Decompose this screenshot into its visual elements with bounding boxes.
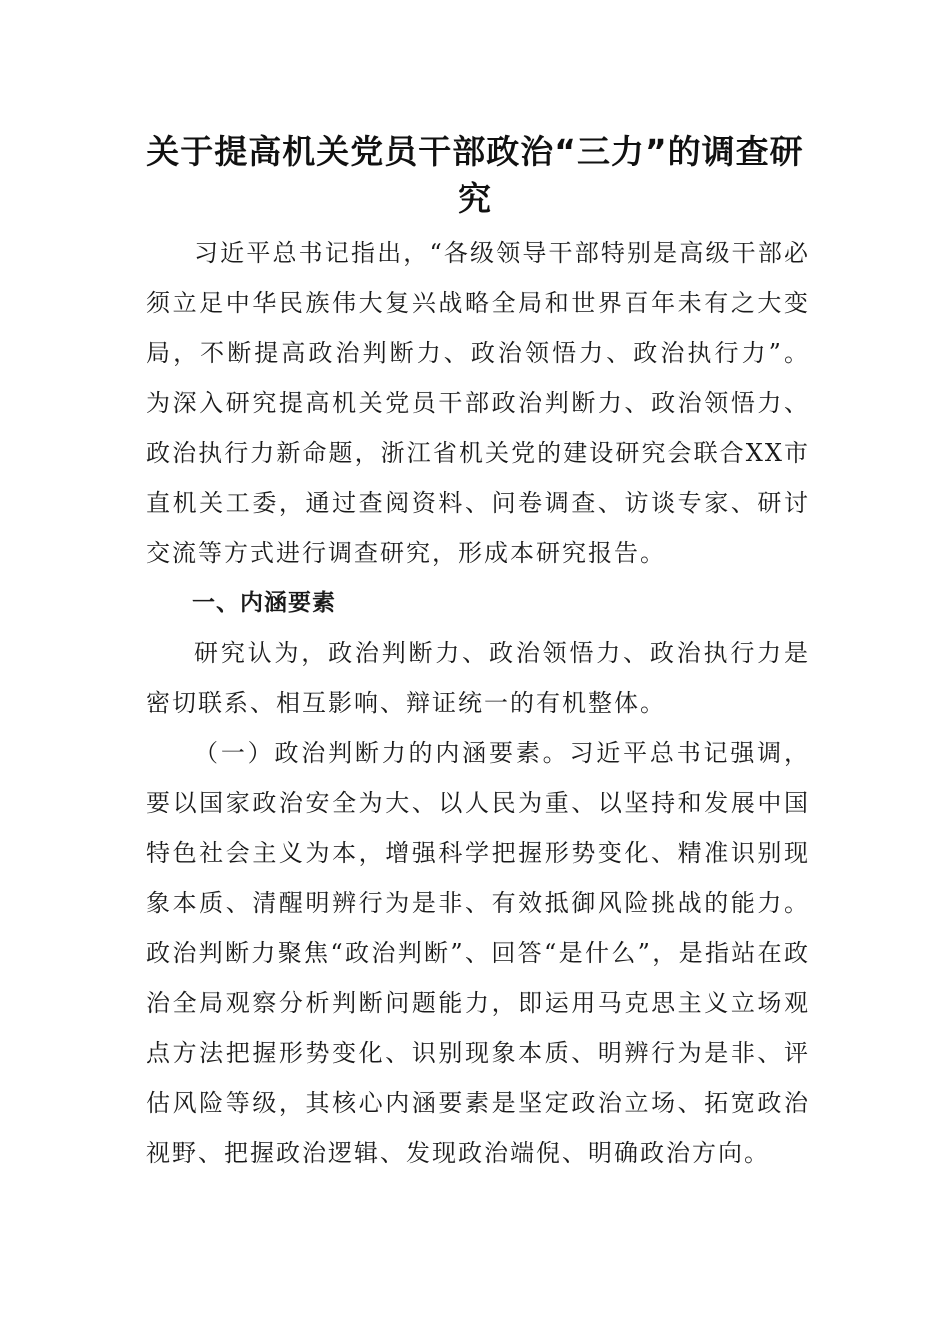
section-heading: 一、内涵要素 [192, 590, 336, 616]
section-paragraph-2: （一）政治判断力的内涵要素。习近平总书记强调，要以国家政治安全为大、以人民为重、以坚持和发展中国特色社会主义为本，增强科学把握形势变化、精准识别现象本质、清醒明辨行为是非、有效抵御风险挑战的能力。政治判断力聚焦“政治判断”、回答“是什么”，是指站在政治全局观察分析判断问题能力，即运用马克思主义立场观点方法把握形势变化、识别现象本质、明辨行为是非、评估风险等级，其核心内涵要素是坚定政治立场、拓宽政治视野、把握政治逻辑、发现政治端倪、明确政治方向。 [146, 739, 810, 1167]
document-body [146, 228, 810, 1178]
intro-paragraph: 习近平总书记指出，“各级领导干部特别是高级干部必须立足中华民族伟大复兴战略全局和世界百年未有之大变局，不断提高政治判断力、政治领悟力、政治执行力”。为深入研究提高机关党员干部政治判断力、政治领悟力、政治执行力新命题，浙江省机关党的建设研究会联合XX市直机关工委，通过查阅资料、问卷调查、访谈专家、研讨交流等方式进行调查研究，形成本研究报告。 [146, 239, 810, 567]
section-paragraph-1: 研究认为，政治判断力、政治领悟力、政治执行力是密切联系、相互影响、辩证统一的有机整体。 [146, 639, 810, 717]
document-title: 关于提高机关党员干部政治“三力”的调查研究 [146, 132, 804, 218]
